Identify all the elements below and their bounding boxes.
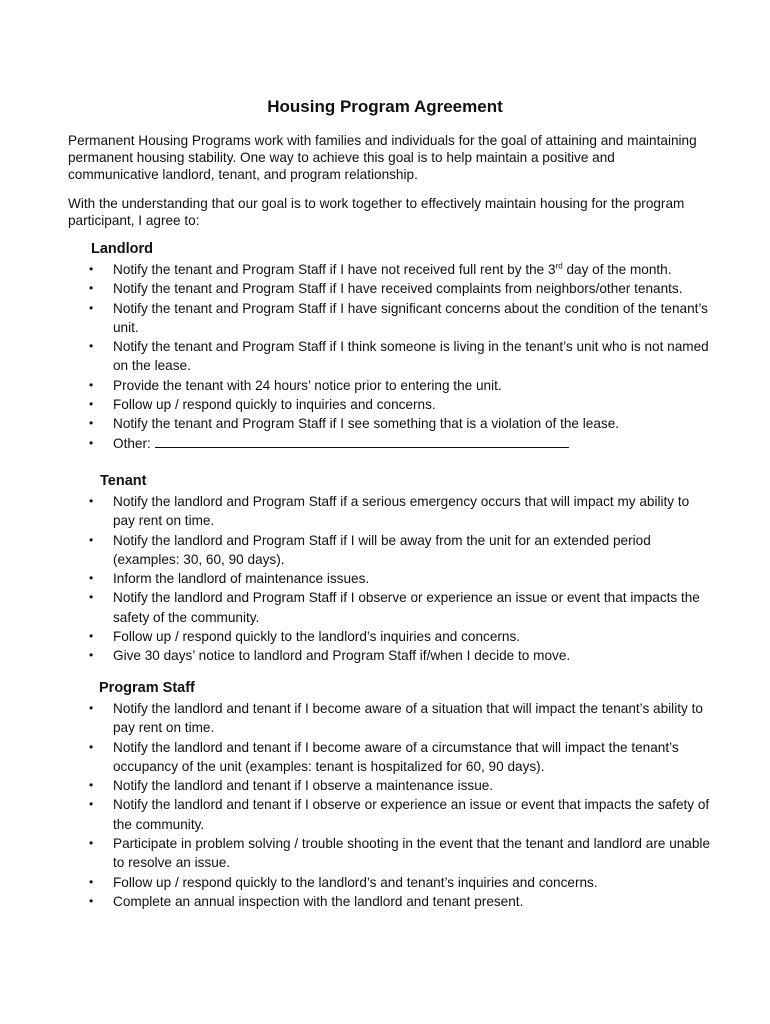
list-item [0,569,770,588]
bullet-icon: • [89,571,94,586]
bullet-icon: • [89,836,94,851]
list-item-text: Complete an annual inspection with the landlord and tenant present. [113,893,524,909]
list-item [0,776,770,795]
list-item-text: Notify the tenant and Program Staff if I think someone is living in the tenant’s unit who is not named on the lease. [113,339,709,374]
bullet-icon: • [89,339,94,354]
list-item [0,834,770,873]
bullet-icon: • [89,300,94,315]
list-item-text: Participate in problem solving / trouble shooting in the event that the tenant and landlord are unable to resolve an issue. [113,836,711,871]
list-item [0,892,770,911]
list-item [0,738,770,777]
bullet-icon: • [89,778,94,793]
bullet-icon: • [89,262,94,276]
bullet-icon: • [89,494,94,508]
list-item-text: Notify the landlord and tenant if I observe or experience an issue or event that impacts the safety of the community. [113,797,710,832]
list-item-text: day of the month. [562,262,672,277]
list-item [0,299,770,338]
list-item-text: Notify the landlord and Program Staff if I observe or experience an issue or event that impacts the safety of the community. [113,590,700,625]
program-staff-list [0,699,770,911]
list-item-text: Notify the tenant and Program Staff if I see something that is a violation of the lease. [113,416,620,432]
other-fill-in-line[interactable] [155,435,569,448]
list-item-text: Inform the landlord of maintenance issues. [113,571,370,587]
bullet-icon: • [89,701,94,715]
list-item-text: Notify the landlord and tenant if I observe a maintenance issue. [113,778,494,794]
ordinal-suffix: rd [555,261,563,271]
list-item [0,795,770,834]
bullet-icon: • [89,874,94,889]
list-item-text: Notify the tenant and Program Staff if I have not received full rent by the 3 [113,262,556,277]
tenant-heading: Tenant [100,473,147,489]
list-item-text: Notify the landlord and tenant if I become aware of a circumstance that will impact the tenant’s occupancy of the unit (examples: tenant is hospitalized for 60, 90 days). [113,739,679,774]
list-item [0,337,770,376]
list-item-text: Notify the landlord and Program Staff if a serious emergency occurs that will impact my ability to pay rent on time. [113,494,690,529]
list-item-text: Follow up / respond quickly to the landlord’s inquiries and concerns. [113,629,521,645]
list-item [0,699,770,738]
list-item-text: Follow up / respond quickly to the landlord’s and tenant’s inquiries and concerns. [113,874,598,890]
bullet-icon: • [89,281,94,296]
bullet-icon: • [89,797,94,812]
list-item [0,492,770,531]
understanding-paragraph: With the understanding that our goal is to work together to effectively maintain housing for the program participant, I agree to: [68,196,685,228]
list-item-text: Give 30 days’ notice to landlord and Program Staff if/when I decide to move. [113,648,571,664]
list-item [0,646,770,665]
list-item [0,395,770,414]
bullet-icon: • [89,893,94,908]
list-item [0,414,770,433]
bullet-icon: • [89,532,94,547]
list-item [0,434,770,453]
other-label: Other: [113,435,151,451]
intro-paragraph: Permanent Housing Programs work with families and individuals for the goal of attaining and maintaining permanent housing stability. One way to achieve this goal is to help maintain a positive and communicative landlord, tenant, and program relationship. [68,133,697,182]
list-item-text: Notify the landlord and Program Staff if I will be away from the unit for an extended period (examples: 30, 60, 90 days). [113,532,651,567]
bullet-icon: • [89,416,94,431]
list-item [0,873,770,892]
bullet-icon: • [89,377,94,392]
bullet-icon: • [89,648,94,663]
tenant-list [0,492,770,666]
list-item [0,376,770,395]
list-item [0,279,770,298]
page-title: Housing Program Agreement [267,97,503,116]
bullet-icon: • [89,629,94,644]
landlord-heading: Landlord [91,241,154,257]
landlord-list [0,260,770,453]
list-item-text: Provide the tenant with 24 hours’ notice prior to entering the unit. [113,377,502,393]
list-item [0,588,770,627]
list-item-text: Notify the tenant and Program Staff if I have significant concerns about the condition of the tenant’s unit. [113,300,708,335]
list-item-text: Notify the landlord and tenant if I become aware of a situation that will impact the tenant’s ability to pay rent on time. [113,701,703,736]
list-item [0,627,770,646]
bullet-icon: • [89,739,94,754]
bullet-icon: • [89,397,94,412]
program-staff-heading: Program Staff [99,680,195,696]
list-item-text: Follow up / respond quickly to inquiries and concerns. [113,397,436,413]
bullet-icon: • [89,590,94,605]
list-item [0,260,770,279]
list-item-text: Notify the tenant and Program Staff if I have received complaints from neighbors/other tenants. [113,281,683,297]
list-item [0,531,770,570]
bullet-icon: • [89,435,94,450]
